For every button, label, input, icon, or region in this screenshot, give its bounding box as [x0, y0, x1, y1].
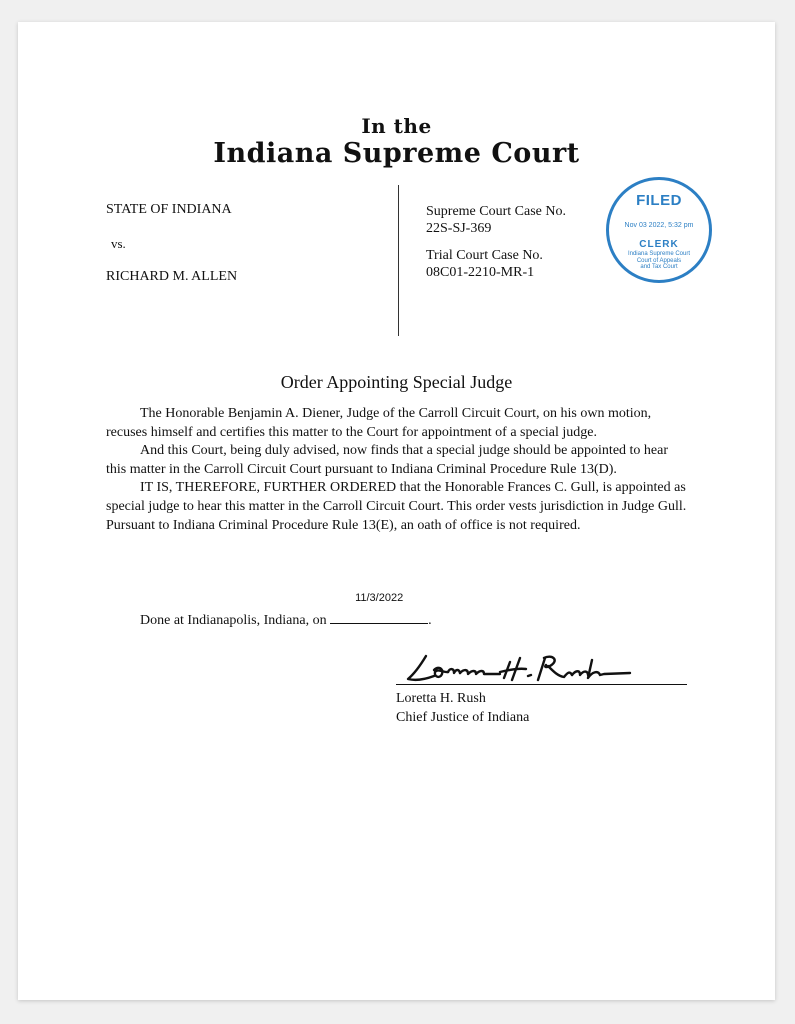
signer-name: Loretta H. Rush	[396, 691, 486, 706]
defendant-name: RICHARD M. ALLEN	[106, 269, 238, 284]
court-header-line1: In the	[361, 114, 432, 138]
stamp-status: FILED	[636, 192, 682, 209]
done-date: 11/3/2022	[355, 592, 404, 604]
caption-divider	[398, 185, 399, 336]
versus-label: vs.	[111, 236, 126, 251]
done-line	[140, 592, 432, 629]
stamp-line2: Court of Appeals	[636, 257, 682, 264]
stamp-clerk: CLERK	[639, 239, 679, 250]
supreme-case-number: 22S-SJ-369	[426, 221, 492, 236]
order-body	[106, 405, 688, 535]
signature-line	[396, 684, 687, 685]
stamp-subtitle	[617, 251, 701, 271]
date-blank	[330, 592, 428, 624]
stamp-datetime: Nov 03 2022, 5:32 pm	[624, 222, 694, 229]
order-paragraph: IT IS, THEREFORE, FURTHER ORDERED that the Honorable Frances C. Gull, is appointed as special judge to hear this matter in the Carroll Circuit Court. This order vests jurisdiction in Judge Gull. Pursuant to Indiana Criminal Procedure Rule 13(E), an oath of office is not required.	[106, 480, 687, 533]
filed-stamp	[606, 177, 712, 283]
court-header-line2: Indiana Supreme Court	[213, 138, 580, 169]
stamp-line1: Indiana Supreme Court	[627, 251, 691, 257]
trial-case-number: 08C01-2210-MR-1	[426, 265, 535, 280]
trial-case-label: Trial Court Case No.	[426, 248, 543, 263]
supreme-case-label: Supreme Court Case No.	[426, 204, 566, 219]
signature-image	[404, 648, 644, 686]
order-title: Order Appointing Special Judge	[280, 372, 513, 392]
trial-case-block	[426, 247, 543, 281]
done-text: Done at Indianapolis, Indiana, on	[140, 613, 327, 628]
plaintiff-name: STATE OF INDIANA	[106, 202, 232, 217]
order-paragraph: The Honorable Benjamin A. Diener, Judge of the Carroll Circuit Court, on his own motion, recuses himself and certifies this matter to the Court for appointment of a special judge.	[106, 406, 652, 440]
done-period: .	[428, 613, 432, 628]
document-page	[18, 22, 775, 1000]
stamp-line3: and Tax Court	[640, 264, 678, 270]
order-paragraph: And this Court, being duly advised, now finds that a special judge should be appointed to hear this matter in the Carroll Circuit Court pursuant to Indiana Criminal Procedure Rule 13(D).	[106, 443, 669, 477]
signer-block	[396, 689, 529, 727]
signer-title: Chief Justice of Indiana	[396, 710, 530, 725]
supreme-case-block	[426, 203, 566, 237]
